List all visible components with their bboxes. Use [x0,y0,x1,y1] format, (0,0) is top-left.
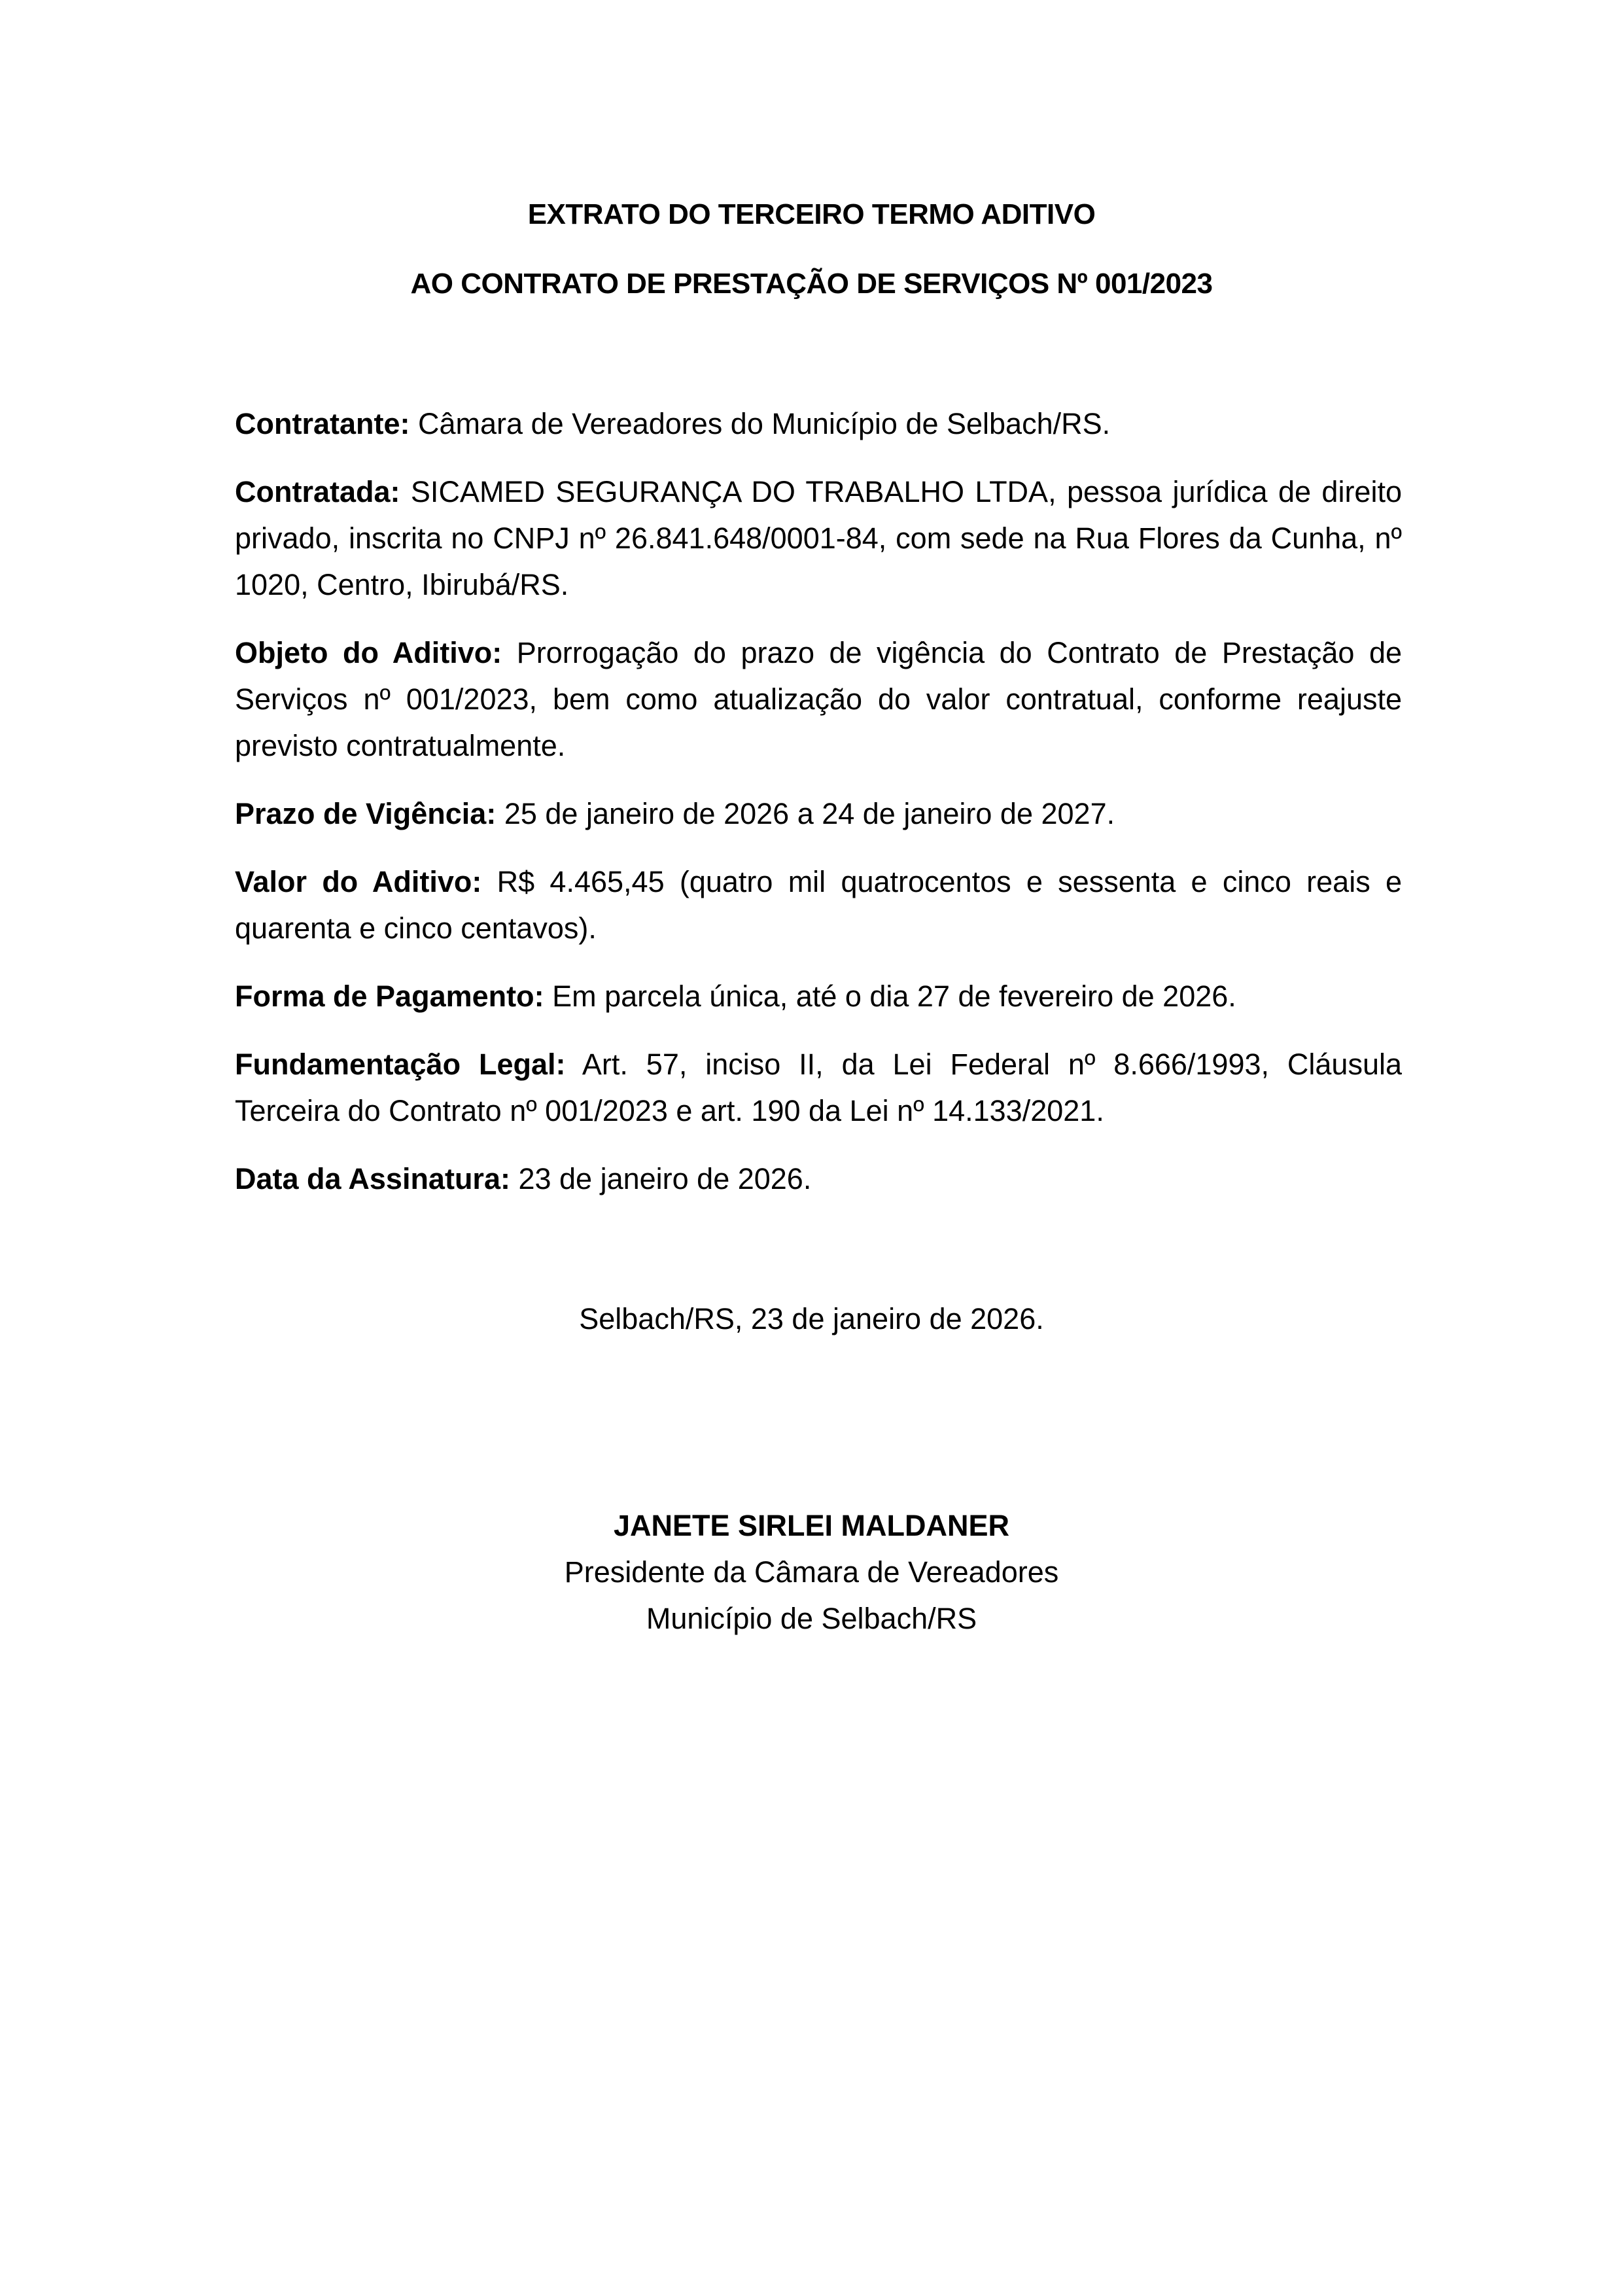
field-prazo-vigencia [235,790,1402,837]
signatory-entity: Município de Selbach/RS [646,1602,977,1635]
field-value: Art. 57, inciso II, da Lei Federal nº 8.666/1993, Cláusula Terceira do Contrato nº 001/2023 e art. 190 da Lei nº 14.133/2021. [235,1048,1403,1127]
field-label: Objeto do Aditivo: [235,636,502,669]
field-value: Em parcela única, até o dia 27 de fevereiro de 2026. [552,980,1236,1013]
place-date: Selbach/RS, 23 de janeiro de 2026. [579,1302,1044,1335]
field-value: Prorrogação do prazo de vigência do Contrato de Prestação de Serviços nº 001/2023, bem como atualização do valor contratual, conforme reajuste previsto contratualmente. [235,636,1402,762]
field-value: 23 de janeiro de 2026. [518,1162,812,1195]
field-value: Câmara de Vereadores do Município de Selbach/RS. [418,407,1111,440]
field-fundamentacao-legal [235,1041,1402,1134]
field-data-assinatura [235,1156,1402,1202]
signature-block [0,1502,1623,1642]
field-valor-aditivo [235,858,1402,951]
document-title-line-2: AO CONTRATO DE PRESTAÇÃO DE SERVIÇOS Nº 001/2023 [410,268,1213,300]
field-label: Contratada: [235,475,400,508]
field-label: Valor do Aditivo: [235,865,482,898]
signatory-role: Presidente da Câmara de Vereadores [564,1555,1059,1589]
field-forma-pagamento [235,973,1402,1019]
field-contratada [235,468,1402,608]
field-label: Data da Assinatura: [235,1162,510,1195]
document-body [235,400,1402,1224]
field-value: R$ 4.465,45 (quatro mil quatrocentos e sessenta e cinco reais e quarenta e cinco centavos). [235,865,1402,945]
signatory-name: JANETE SIRLEI MALDANER [613,1509,1010,1542]
field-label: Fundamentação Legal: [235,1048,566,1081]
field-label: Prazo de Vigência: [235,797,497,830]
field-label: Contratante: [235,407,410,440]
field-contratante [235,400,1402,447]
field-label: Forma de Pagamento: [235,980,544,1013]
document-title-line-1: EXTRATO DO TERCEIRO TERMO ADITIVO [527,198,1096,230]
field-objeto-aditivo [235,629,1402,769]
field-value: SICAMED SEGURANÇA DO TRABALHO LTDA, pessoa jurídica de direito privado, inscrita no CNPJ nº 26.841.648/0001-84, com sede na Rua Flores da Cunha, nº 1020, Centro, Ibirubá/RS. [235,475,1402,601]
field-value: 25 de janeiro de 2026 a 24 de janeiro de 2027. [504,797,1115,830]
